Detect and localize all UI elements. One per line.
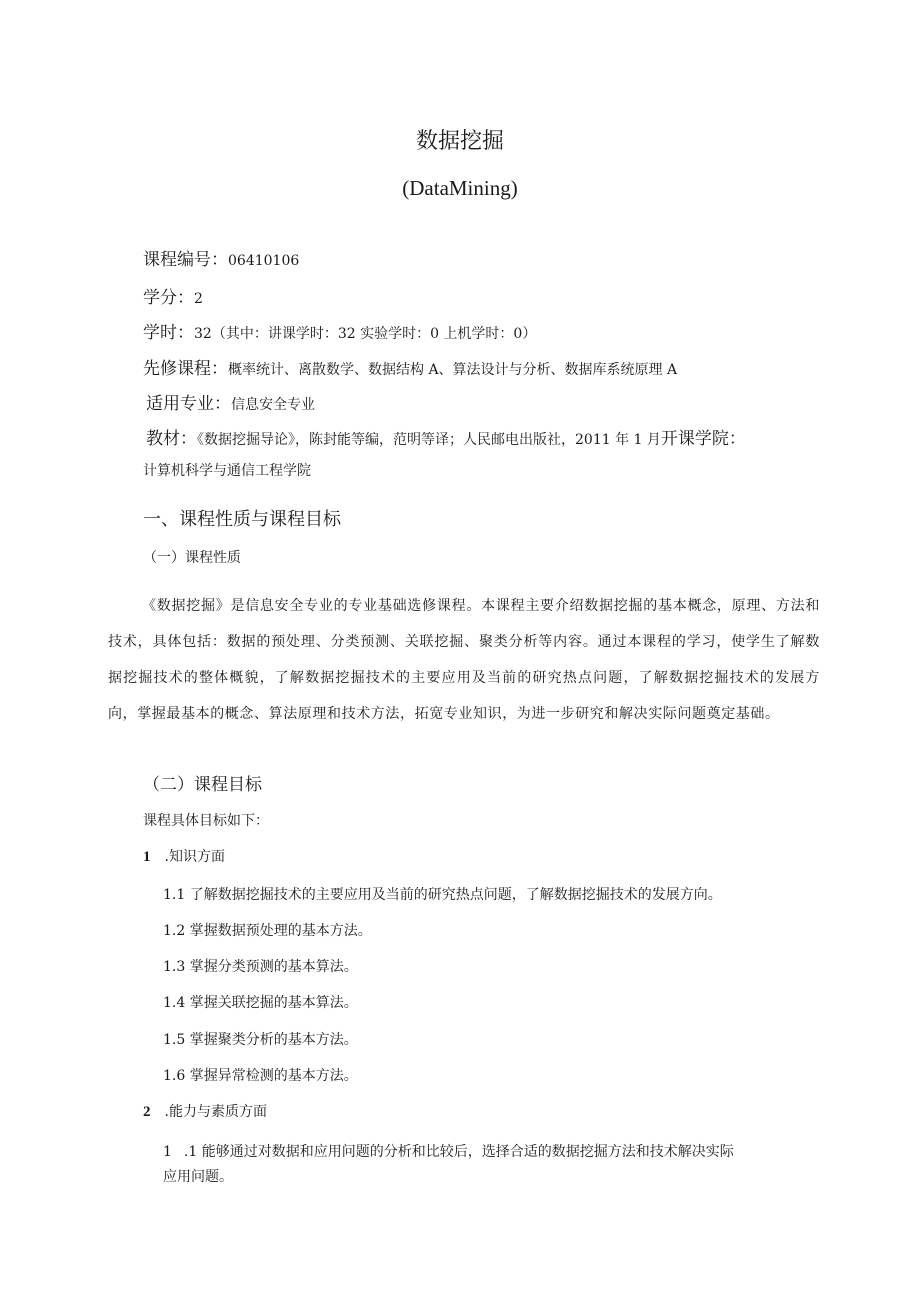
textbook-value: 《数据挖掘导论》，陈封能等编，范明等译；人民邮电出版社，2011 年 1 月 — [197, 432, 661, 448]
ability-item-number: 1 — [163, 1144, 172, 1160]
knowledge-title: .知识方面 — [164, 849, 225, 865]
ability-item-text: .1 能够通过对数据和应用问题的分析和比较后，选择合适的数据挖掘方法和技术解决实际 — [183, 1144, 734, 1160]
ability-item — [163, 1141, 734, 1161]
hours-label: 学时： — [143, 323, 194, 343]
document-subtitle: (DataMining) — [402, 176, 518, 200]
ability-heading — [143, 1101, 267, 1121]
major-value: 信息安全专业 — [231, 397, 315, 413]
prereq-label: 先修课程： — [143, 359, 228, 379]
ability-title: .能力与素质方面 — [164, 1104, 267, 1120]
knowledge-item: 1.2 掌握数据预处理的基本方法。 — [163, 923, 372, 939]
knowledge-item: 1.5 掌握聚类分析的基本方法。 — [163, 1032, 358, 1048]
document-title: 数据挖掘 — [415, 129, 504, 154]
knowledge-item: 1.1 了解数据挖掘技术的主要应用及当前的研究热点问题，了解数据挖掘技术的发展方向。 — [163, 887, 722, 903]
credit-value: 2 — [194, 291, 203, 307]
course-code-row — [143, 245, 299, 270]
nature-heading: （一）课程性质 — [143, 550, 241, 566]
prereq-value: 概率统计、离散数学、数据结构 A、算法设计与分析、数据库系统原理 A — [228, 362, 678, 378]
knowledge-item: 1.3 掌握分类预测的基本算法。 — [163, 959, 358, 975]
hours-value: 32（其中：讲课学时：32 实验学时：0 上机学时：0） — [194, 326, 537, 342]
goal-intro: 课程具体目标如下： — [143, 813, 269, 829]
knowledge-item: 1.4 掌握关联挖掘的基本算法。 — [163, 995, 358, 1011]
major-label: 适用专业： — [146, 394, 231, 414]
textbook-row — [146, 424, 746, 449]
nature-paragraph: 《数据挖掘》是信息安全专业的专业基础选修课程。本课程主要介绍数据挖掘的基本概念，原理、方法和技术，具体包括：数据的预处理、分类预测、关联挖掘、聚类分析等内容。通过本课程的学习，使学生了解数据挖掘技术的整体概貌，了解数据挖掘技术的主要应用及当前的研究热点问题，了解数据挖掘技术的发展方向，掌握最基本的概念、算法原理和技术方法，拓宽专业知识，为进一步研究和解决实际问题奠定基础。 — [108, 598, 820, 722]
course-code-value: 06410106 — [228, 253, 300, 269]
college-label: 开课学院： — [660, 429, 746, 449]
knowledge-item: 1.6 掌握异常检测的基本方法。 — [163, 1068, 358, 1084]
section-heading: 一、课程性质与课程目标 — [143, 509, 341, 530]
ability-item-continuation: 应用问题。 — [163, 1169, 233, 1185]
goal-heading: （二）课程目标 — [143, 775, 262, 795]
prereq-row — [143, 354, 677, 379]
textbook-label: 教材： — [146, 429, 197, 449]
course-code-label: 课程编号： — [143, 250, 228, 270]
knowledge-heading — [143, 846, 225, 866]
credit-label: 学分： — [143, 288, 194, 308]
hours-row — [143, 318, 536, 343]
knowledge-number: 1 — [143, 849, 151, 865]
credit-row — [143, 283, 203, 308]
ability-number: 2 — [143, 1104, 151, 1120]
major-row — [146, 389, 315, 414]
college-value: 计算机科学与通信工程学院 — [143, 463, 311, 479]
